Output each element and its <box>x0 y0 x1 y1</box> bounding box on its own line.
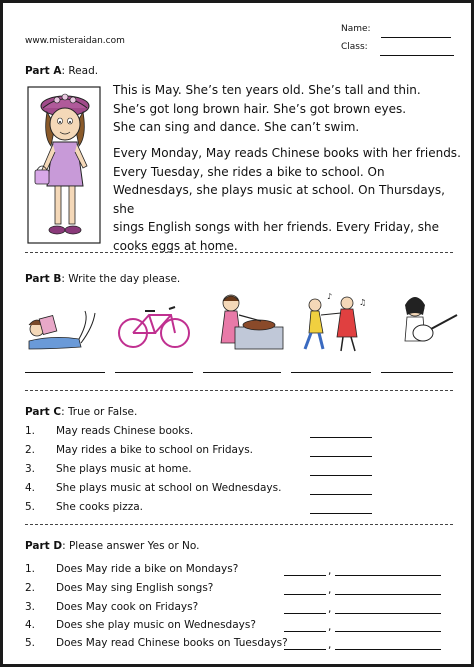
name-blank[interactable] <box>381 26 451 38</box>
section-divider <box>25 252 453 253</box>
part-c-instruction: : True or False. <box>61 406 138 418</box>
answer-blank[interactable] <box>284 613 326 614</box>
guitar-girl-picture <box>393 291 463 353</box>
answer-blank[interactable] <box>310 437 372 438</box>
comma: , <box>328 603 332 615</box>
reading-line: Wednesdays, she plays music at school. On Thursdays, she <box>113 183 445 216</box>
answer-blank[interactable] <box>310 475 372 476</box>
reading-girl-picture <box>23 291 103 353</box>
answer-blank[interactable] <box>284 631 326 632</box>
item-number: 2. <box>25 444 36 456</box>
reading-line: cooks eggs at home. <box>113 238 238 253</box>
answer-blank[interactable] <box>335 649 441 650</box>
reading-line: Every Monday, May reads Chinese books with her friends. <box>113 146 461 160</box>
answer-blank[interactable] <box>284 649 326 650</box>
reading-paragraph-2 <box>113 144 463 255</box>
comma: , <box>328 584 332 596</box>
answer-blank[interactable] <box>284 575 326 576</box>
answer-blank[interactable] <box>310 513 372 514</box>
section-divider <box>25 524 453 525</box>
part-d-heading <box>25 540 199 552</box>
answer-blank[interactable] <box>381 372 453 373</box>
item-text: Does May read Chinese books on Tuesdays? <box>56 637 288 649</box>
item-number: 5. <box>25 501 36 513</box>
answer-blank[interactable] <box>203 372 281 373</box>
answer-blank[interactable] <box>291 372 371 373</box>
class-blank[interactable] <box>380 44 454 56</box>
dancing-couple-picture <box>291 291 373 353</box>
class-row <box>341 38 454 56</box>
part-a-label: Part A <box>25 65 62 77</box>
answer-blank[interactable] <box>335 594 441 595</box>
item-number: 5. <box>25 637 36 649</box>
bicycle-picture <box>115 291 193 353</box>
item-text: May rides a bike to school on Fridays. <box>56 444 253 456</box>
part-b-label: Part B <box>25 273 62 285</box>
item-text: Does May cook on Fridays? <box>56 601 199 613</box>
item-number: 3. <box>25 463 36 475</box>
reading-line: Every Tuesday, she rides a bike to school. On <box>113 164 385 179</box>
svg-text:♪: ♪ <box>327 292 333 301</box>
section-divider <box>25 390 453 391</box>
name-row <box>341 20 454 38</box>
reading-line: This is May. She’s ten years old. She’s tall and thin. <box>113 83 421 97</box>
item-number: 2. <box>25 582 36 594</box>
item-number: 1. <box>25 425 36 437</box>
item-text: She cooks pizza. <box>56 501 144 513</box>
item-text: Does May ride a bike on Mondays? <box>56 563 239 575</box>
site-url: www.misteraidan.com <box>25 36 125 46</box>
item-number: 3. <box>25 601 36 613</box>
item-text: May reads Chinese books. <box>56 425 194 437</box>
reading-line: She’s got long brown hair. She’s got brown eyes. <box>113 101 407 116</box>
name-label: Name: <box>341 24 371 34</box>
part-a-instruction: : Read. <box>61 65 99 77</box>
answer-blank[interactable] <box>284 594 326 595</box>
class-label: Class: <box>341 42 368 52</box>
item-number: 4. <box>25 482 36 494</box>
reading-paragraph-1 <box>113 81 463 137</box>
cooking-girl-picture <box>205 291 287 353</box>
part-c-label: Part C <box>25 406 62 418</box>
name-class-box <box>341 20 454 56</box>
answer-blank[interactable] <box>115 372 193 373</box>
reading-line: sings English songs with her friends. Every Friday, she <box>113 220 440 234</box>
comma: , <box>328 639 332 651</box>
may-girl-picture <box>27 86 101 244</box>
comma: , <box>328 621 332 633</box>
part-d-label: Part D <box>25 540 63 552</box>
answer-blank[interactable] <box>25 372 105 373</box>
part-a-heading <box>25 65 98 77</box>
item-number: 1. <box>25 563 36 575</box>
item-text: She plays music at home. <box>56 463 192 475</box>
answer-blank[interactable] <box>335 613 441 614</box>
answer-blank[interactable] <box>310 456 372 457</box>
item-text: She plays music at school on Wednesdays. <box>56 482 282 494</box>
part-d-instruction: : Please answer Yes or No. <box>62 540 200 552</box>
part-b-heading <box>25 273 180 285</box>
answer-blank[interactable] <box>335 631 441 632</box>
answer-blank[interactable] <box>310 494 372 495</box>
item-number: 4. <box>25 619 36 631</box>
reading-line: She can sing and dance. She can’t swim. <box>113 120 360 134</box>
part-c-heading <box>25 406 137 418</box>
part-b-instruction: : Write the day please. <box>61 273 181 285</box>
answer-blank[interactable] <box>335 575 441 576</box>
svg-text:♫: ♫ <box>359 298 367 307</box>
item-text: Does she play music on Wednesdays? <box>56 619 256 631</box>
item-text: Does May sing English songs? <box>56 582 214 594</box>
activity-pictures <box>21 291 461 353</box>
comma: , <box>328 565 332 577</box>
